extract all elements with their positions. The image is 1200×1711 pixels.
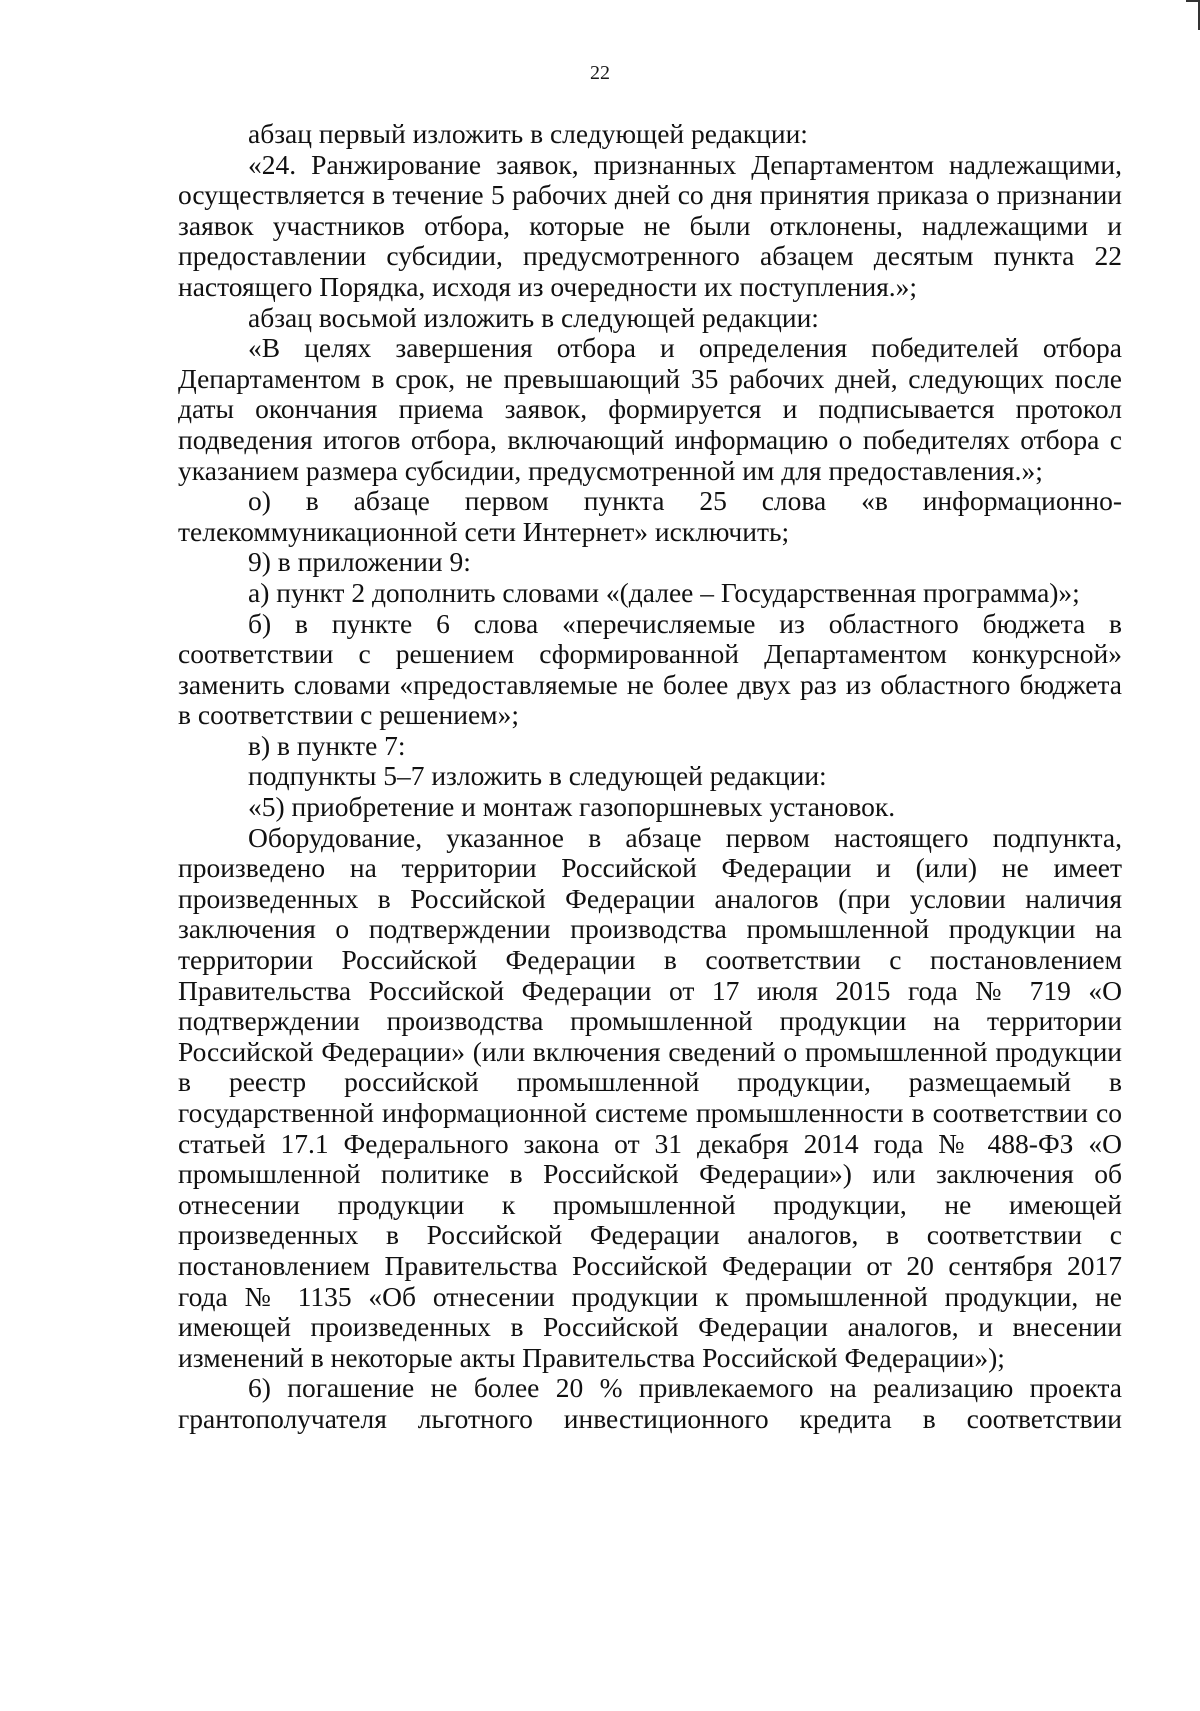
paragraph-11: «5) приобретение и монтаж газопоршневых установок. xyxy=(248,791,896,823)
paragraph-3: абзац восьмой изложить в следующей редакции: xyxy=(248,301,819,333)
paragraph-12: Оборудование, указанное в абзаце первом настоящего подпункта, произведено на территории Российской Федерации и (или) не имеет произведенных в Российской Федерации аналогов (при условии наличия заключения о подтверждении производства промышленной продукции на территории Российской Федерации в соответствии с постановлением Правительства Российской Федерации от 17 июля 2015 года № 719 «О подтверждении производства промышленной продукции на территории Российской Федерации» (или включения сведений о промышленной продукции в реестр российской промышленной продукции, размещаемый в государственной информационной системе промышленности в соответствии со статьей 17.1 Федерального закона от 31 декабря 2014 года № 488-ФЗ «О промышленной политике в Российской Федерации») или заключения об отнесении продукции к промышленной продукции, не имеющей произведенных в Российской Федерации аналогов, в соответствии с постановлением Правительства Российской Федерации от 20 сентября 2017 года № 1135 «Об отнесении продукции к промышленной продукции, не имеющей произведенных в Российской Федерации аналогов, и внесении изменений в некоторые акты Правительства Российской Федерации»); xyxy=(178,821,1122,1373)
page-number: 22 xyxy=(590,62,610,84)
paragraph-6: 9) в приложении 9: xyxy=(248,546,471,578)
paragraph-10: подпункты 5–7 изложить в следующей редакции: xyxy=(248,760,827,792)
paragraph-2: «24. Ранжирование заявок, признанных Департаментом надлежащими, осуществляется в течение 5 рабочих дней со дня принятия приказа о признании заявок участников отбора, которые не были отклонены, надлежащими и предоставлении субсидии, предусмотренного абзацем десятым пункта 22 настоящего Порядка, исходя из очередности их поступления.»; xyxy=(178,148,1122,302)
paragraph-1: абзац первый изложить в следующей редакции: xyxy=(248,118,808,149)
paragraph-8: б) в пункте 6 слова «перечисляемые из областного бюджета в соответствии с решением сформированной Департаментом конкурсной» заменить словами «предоставляемые не более двух раз из областного бюджета в соответствии с решением»; xyxy=(178,607,1122,731)
paragraph-5: о) в абзаце первом пункта 25 слова «в информационно-телекоммуникационной сети Интернет» исключить; xyxy=(178,485,1122,547)
paragraph-9: в) в пункте 7: xyxy=(248,729,406,761)
scan-corner-mark xyxy=(1186,0,1200,30)
paragraph-4: «В целях завершения отбора и определения победителей отбора Департаментом в срок, не превышающий 35 рабочих дней, следующих после даты окончания приема заявок, формируется и подписывается протокол подведения итогов отбора, включающий информацию о победителях отбора с указанием размера субсидии, предусмотренной им для предоставления.»; xyxy=(178,332,1122,486)
paragraph-7: а) пункт 2 дополнить словами «(далее – Государственная программа)»; xyxy=(248,576,1080,608)
paragraph-13: 6) погашение не более 20 % привлекаемого на реализацию проекта грантополучателя льготного инвестиционного кредита в соответствии xyxy=(178,1372,1122,1434)
document-body xyxy=(178,119,1122,1435)
